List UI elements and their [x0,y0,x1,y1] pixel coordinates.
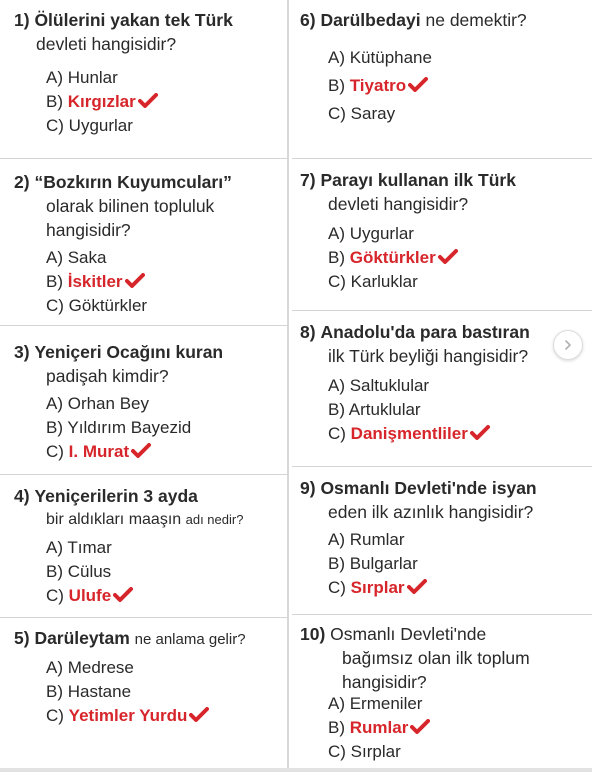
stem-line: ne demektir? [425,10,527,30]
question-7 [300,168,592,294]
check-icon [113,587,133,603]
option-a[interactable]: A) Orhan Bey [46,394,149,413]
check-icon [438,249,458,265]
question-number: 2) [14,172,30,192]
option-b[interactable]: B) Göktürkler [328,246,592,270]
option-b[interactable]: B) Tiyatro [328,74,592,98]
question-8 [300,320,592,446]
check-icon [189,707,209,723]
stem-keyword: Darüleytam [34,628,130,648]
stem-line: devleti hangisidir? [328,194,469,214]
option-b[interactable]: B) Rumlar [328,716,592,740]
separator [292,614,592,615]
stem-line: Yeniçerilerin 3 ayda [34,486,198,506]
question-number: 9) [300,478,316,498]
question-number: 4) [14,486,30,506]
option-a[interactable]: A) Saltuklular [328,376,430,395]
check-icon [407,579,427,595]
question-number: 10) [300,624,326,644]
stem-line: ne anlama gelir? [134,631,246,648]
option-b[interactable]: B) Artuklular [328,400,421,419]
check-icon [410,719,430,735]
option-a[interactable]: A) Hunlar [46,68,118,87]
option-c[interactable]: C) Danişmentliler [328,422,592,446]
separator [292,466,592,467]
question-number: 5) [14,628,30,648]
option-c[interactable]: C) Yetimler Yurdu [46,704,288,728]
option-a[interactable]: A) Medrese [46,658,134,677]
stem-line: hangisidir? [46,220,131,240]
question-10 [300,622,592,764]
stem-line: devleti hangisidir? [36,34,177,54]
stem-line: Anadolu'da para bastıran [320,322,530,342]
option-a[interactable]: A) Uygurlar [328,224,414,243]
question-4 [14,484,288,608]
stem-line: Osmanlı Devleti'nde isyan [320,478,537,498]
option-b[interactable]: B) Yıldırım Bayezid [46,418,192,437]
stem-keyword: Darülbedayi [320,10,421,30]
stem-line: padişah kimdir? [46,366,169,386]
option-a[interactable]: A) Kütüphane [328,48,432,67]
stem-line: hangisidir? [342,672,427,692]
stem-line: Parayı kullanan ilk Türk [320,170,516,190]
stem-line: Yeniçeri Ocağını kuran [34,342,224,362]
check-icon [470,425,490,441]
bottom-border [0,768,592,772]
stem-line: bağımsız olan ilk toplum [342,648,530,668]
option-b[interactable]: B) İskitler [46,270,288,294]
question-number: 1) [14,10,30,30]
stem-line: Osmanlı Devleti'nde [330,624,487,644]
option-b[interactable]: B) Cülus [46,562,112,581]
question-2 [14,170,288,318]
separator [292,158,592,159]
option-c[interactable]: C) Ulufe [46,584,288,608]
question-6 [300,8,592,126]
check-icon [408,77,428,93]
option-c[interactable]: C) Göktürkler [46,296,148,315]
option-a[interactable]: A) Rumlar [328,530,405,549]
question-1 [14,8,288,138]
question-number: 8) [300,322,316,342]
question-3 [14,340,288,464]
question-number: 3) [14,342,30,362]
option-c[interactable]: C) Sırplar [328,576,592,600]
stem-line: olarak bilinen topluluk [46,196,215,216]
option-b[interactable]: B) Kırgızlar [46,90,288,114]
option-a[interactable]: A) Tımar [46,538,112,557]
stem-line: bir aldıkları maaşın adı nedir? [46,511,244,528]
option-c[interactable]: C) I. Murat [46,440,288,464]
question-5 [14,626,288,728]
check-icon [138,93,158,109]
option-b[interactable]: B) Hastane [46,682,132,701]
separator [0,617,288,618]
separator [0,474,288,475]
option-a[interactable]: A) Saka [46,248,107,267]
option-b[interactable]: B) Bulgarlar [328,554,418,573]
check-icon [125,273,145,289]
stem-line: “Bozkırın Kuyumcuları” [34,172,232,192]
separator [0,325,288,326]
option-c[interactable]: C) Karluklar [328,272,418,291]
option-c[interactable]: C) Sırplar [328,742,401,761]
option-c[interactable]: C) Saray [328,104,396,123]
question-stem [14,8,288,32]
stem-line: ilk Türk beyliği hangisidir? [328,346,529,366]
question-number: 6) [300,10,316,30]
next-button[interactable] [553,330,583,360]
question-9 [300,476,592,600]
stem-line: Ölülerini yakan tek Türk [34,10,233,30]
stem-line: eden ilk azınlık hangisidir? [328,502,534,522]
check-icon [131,443,151,459]
separator [0,158,288,159]
separator [292,310,592,311]
question-number: 7) [300,170,316,190]
option-c[interactable]: C) Uygurlar [46,116,133,135]
option-a[interactable]: A) Ermeniler [328,694,423,713]
chevron-right-icon [562,339,574,351]
